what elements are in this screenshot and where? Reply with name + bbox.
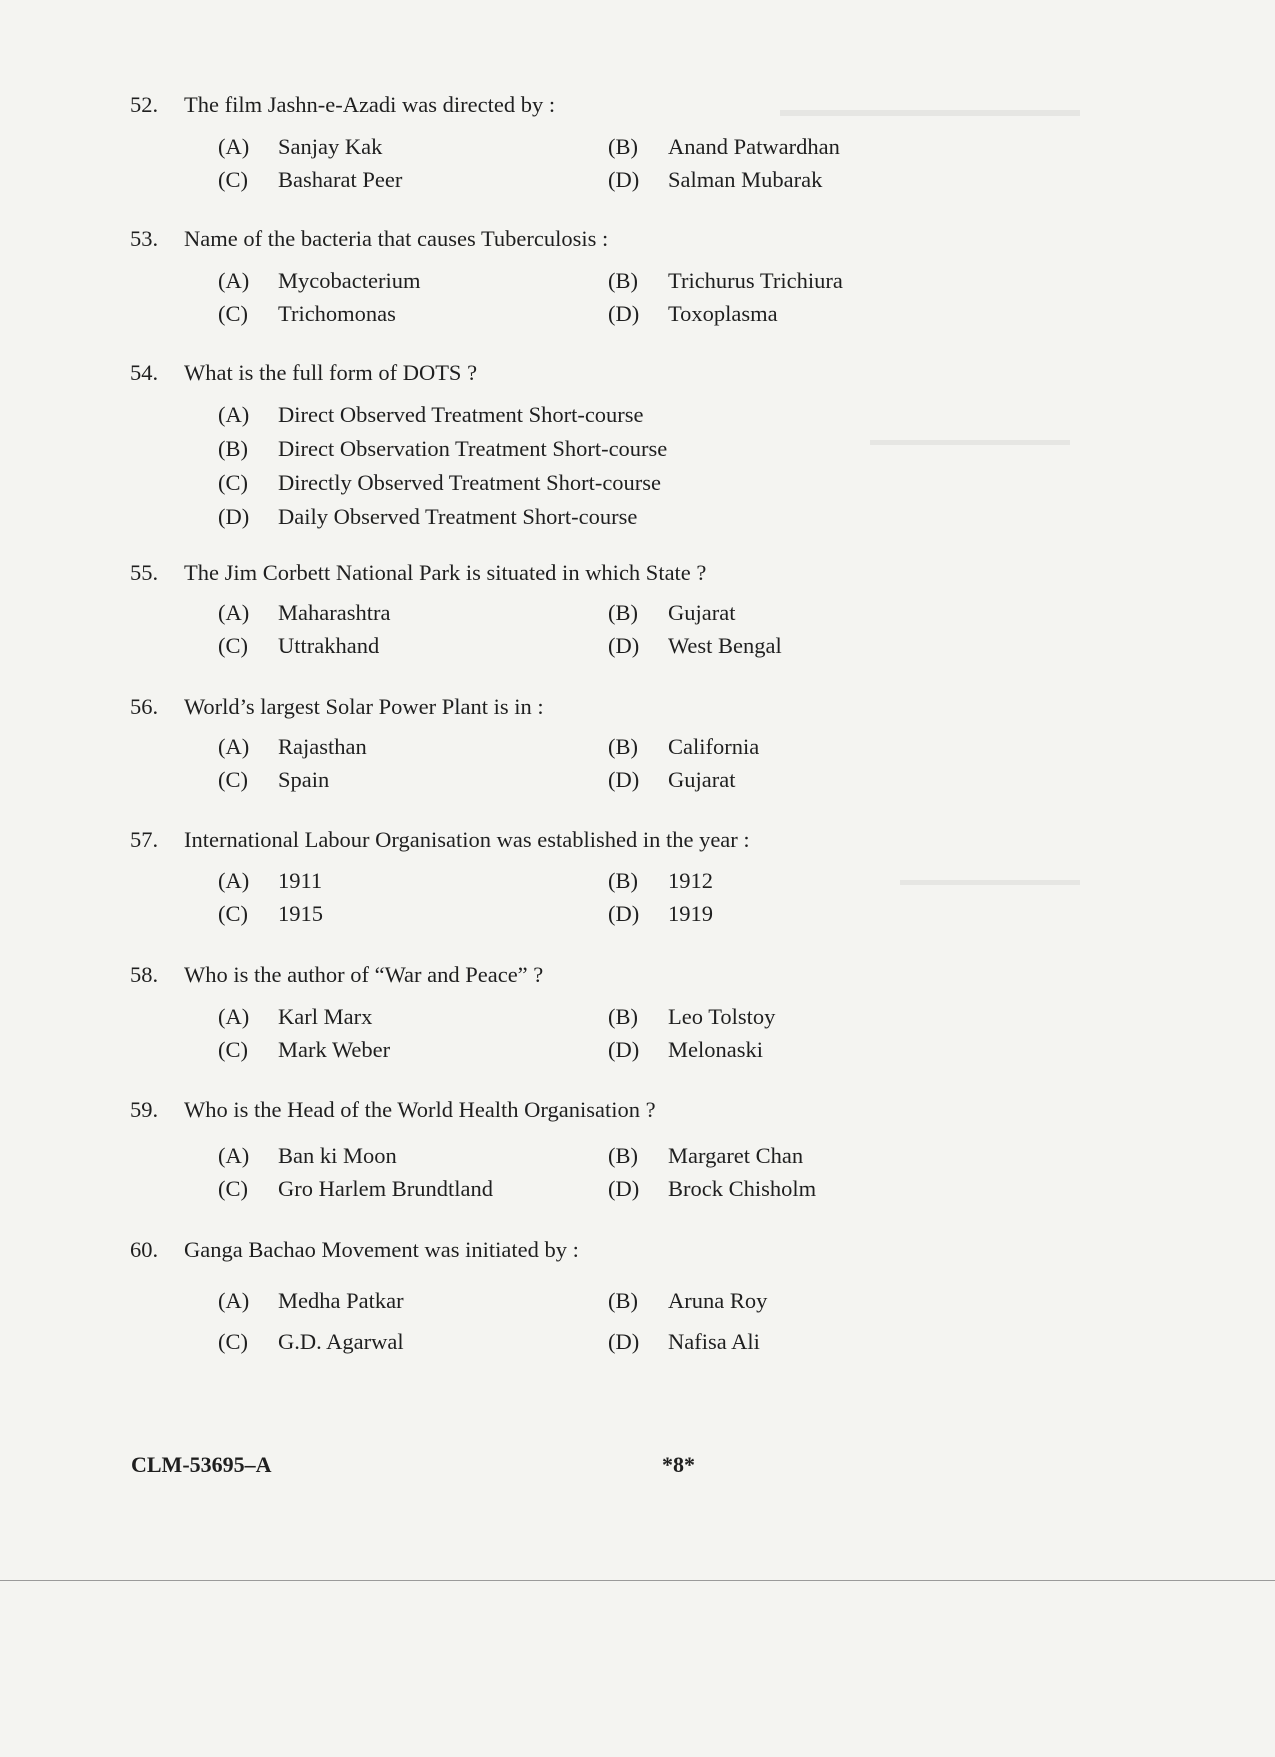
option-d [608, 301, 778, 327]
question-text: The Jim Corbett National Park is situated in which State ? [184, 560, 707, 585]
option-text: 1911 [278, 868, 323, 893]
option-text: 1919 [668, 901, 713, 926]
option-label: (D) [608, 1329, 640, 1354]
option-label: (A) [218, 1143, 250, 1168]
option-text: Salman Mubarak [668, 167, 823, 192]
option-label: (A) [218, 1004, 250, 1029]
question-stem [130, 1093, 1130, 1127]
question-59 [130, 1093, 1130, 1201]
option-d [218, 504, 637, 530]
option-b [608, 1143, 803, 1169]
option-text: Aruna Roy [668, 1288, 768, 1313]
bottom-rule [0, 1580, 1275, 1581]
option-text: Trichomonas [278, 301, 396, 326]
paper-code: CLM-53695–A [131, 1452, 272, 1477]
option-c [218, 1037, 390, 1063]
option-text: Brock Chisholm [668, 1176, 817, 1201]
question-number: 53. [130, 226, 159, 251]
option-text: Karl Marx [278, 1004, 373, 1029]
question-stem [130, 556, 1130, 590]
option-text: Mycobacterium [278, 268, 421, 293]
option-text: Uttrakhand [278, 633, 380, 658]
question-text: The film Jashn-e-Azadi was directed by : [184, 92, 556, 117]
option-d [608, 901, 713, 927]
option-text: Daily Observed Treatment Short-course [278, 504, 638, 529]
option-a [218, 868, 322, 894]
option-label: (D) [608, 633, 640, 658]
option-label: (B) [608, 868, 638, 893]
option-text: Melonaski [668, 1037, 763, 1062]
option-text: Basharat Peer [278, 167, 403, 192]
option-text: Anand Patwardhan [668, 134, 840, 159]
option-label: (A) [218, 134, 250, 159]
question-number: 59. [130, 1097, 159, 1122]
option-text: Gro Harlem Brundtland [278, 1176, 493, 1201]
option-text: Direct Observed Treatment Short-course [278, 402, 644, 427]
option-label: (B) [608, 600, 638, 625]
option-c [218, 470, 661, 496]
option-label: (D) [608, 1037, 640, 1062]
option-a [218, 734, 367, 760]
option-text: California [668, 734, 760, 759]
question-number: 58. [130, 962, 159, 987]
option-text: Ban ki Moon [278, 1143, 397, 1168]
option-label: (C) [218, 167, 248, 192]
option-label: (A) [218, 402, 250, 427]
option-text: Direct Observation Treatment Short-course [278, 436, 668, 461]
option-label: (A) [218, 1288, 250, 1313]
question-text: Ganga Bachao Movement was initiated by : [184, 1237, 579, 1262]
question-stem [130, 222, 1130, 256]
option-d [608, 633, 782, 659]
option-label: (D) [608, 901, 640, 926]
option-b [218, 436, 667, 462]
option-label: (A) [218, 868, 250, 893]
question-stem [130, 356, 1130, 390]
option-b [608, 868, 713, 894]
option-label: (D) [608, 1176, 640, 1201]
option-text: Spain [278, 767, 330, 792]
option-label: (B) [608, 134, 638, 159]
option-label: (C) [218, 1329, 248, 1354]
option-label: (C) [218, 470, 248, 495]
option-text: Maharashtra [278, 600, 391, 625]
option-label: (B) [608, 268, 638, 293]
bleed-through-mark [870, 440, 1070, 445]
question-stem [130, 690, 1130, 724]
question-text: World’s largest Solar Power Plant is in : [184, 694, 544, 719]
option-text: Rajasthan [278, 734, 367, 759]
option-label: (C) [218, 1176, 248, 1201]
option-c [218, 633, 379, 659]
option-c [218, 1329, 404, 1355]
option-d [608, 1037, 763, 1063]
option-a [218, 402, 644, 428]
question-55 [130, 556, 1130, 658]
option-a [218, 1143, 397, 1169]
option-text: Sanjay Kak [278, 134, 383, 159]
option-text: 1912 [668, 868, 713, 893]
option-a [218, 134, 382, 160]
option-label: (C) [218, 1037, 248, 1062]
option-text: Toxoplasma [668, 301, 778, 326]
option-c [218, 1176, 493, 1202]
option-d [608, 1176, 816, 1202]
option-text: Leo Tolstoy [668, 1004, 776, 1029]
option-label: (B) [218, 436, 248, 461]
option-b [608, 734, 759, 760]
question-57 [130, 823, 1130, 926]
question-number: 60. [130, 1237, 159, 1262]
question-54 [130, 356, 1130, 529]
option-b [608, 600, 735, 626]
option-b [608, 268, 843, 294]
option-text: Gujarat [668, 600, 736, 625]
option-label: (B) [608, 1143, 638, 1168]
question-58 [130, 958, 1130, 1062]
option-text: G.D. Agarwal [278, 1329, 404, 1354]
option-b [608, 1288, 767, 1314]
option-text: Mark Weber [278, 1037, 391, 1062]
option-d [608, 1329, 760, 1355]
option-a [218, 268, 420, 294]
option-text: Trichurus Trichiura [668, 268, 843, 293]
question-53 [130, 222, 1130, 326]
option-c [218, 901, 323, 927]
option-a [218, 1288, 404, 1314]
option-label: (B) [608, 1288, 638, 1313]
question-number: 55. [130, 560, 159, 585]
option-label: (C) [218, 901, 248, 926]
question-number: 57. [130, 827, 159, 852]
option-text: Margaret Chan [668, 1143, 804, 1168]
option-label: (A) [218, 268, 250, 293]
option-d [608, 167, 822, 193]
question-text: International Labour Organisation was established in the year : [184, 827, 750, 852]
option-c [218, 301, 396, 327]
option-label: (C) [218, 301, 248, 326]
option-label: (D) [608, 167, 640, 192]
question-number: 56. [130, 694, 159, 719]
question-60 [130, 1233, 1130, 1354]
option-label: (A) [218, 600, 250, 625]
option-d [608, 767, 735, 793]
option-label: (D) [608, 767, 640, 792]
page-number: *8* [662, 1452, 695, 1477]
option-text: West Bengal [668, 633, 782, 658]
option-label: (B) [608, 1004, 638, 1029]
option-label: (C) [218, 767, 248, 792]
option-label: (B) [608, 734, 638, 759]
question-stem [130, 88, 1130, 122]
question-text: What is the full form of DOTS ? [184, 360, 478, 385]
option-c [218, 767, 329, 793]
option-text: 1915 [278, 901, 323, 926]
option-a [218, 600, 390, 626]
option-label: (D) [218, 504, 250, 529]
question-number: 52. [130, 92, 159, 117]
question-stem [130, 958, 1130, 992]
question-number: 54. [130, 360, 159, 385]
question-56 [130, 690, 1130, 792]
option-c [218, 167, 402, 193]
option-text: Gujarat [668, 767, 736, 792]
option-text: Nafisa Ali [668, 1329, 760, 1354]
question-text: Who is the author of “War and Peace” ? [184, 962, 544, 987]
option-text: Medha Patkar [278, 1288, 404, 1313]
option-b [608, 1004, 775, 1030]
option-b [608, 134, 840, 160]
option-label: (D) [608, 301, 640, 326]
question-stem [130, 823, 1130, 857]
option-text: Directly Observed Treatment Short-course [278, 470, 662, 495]
option-a [218, 1004, 372, 1030]
question-stem [130, 1233, 1130, 1267]
bleed-through-mark [900, 880, 1080, 885]
option-label: (A) [218, 734, 250, 759]
question-52 [130, 88, 1130, 192]
option-label: (C) [218, 633, 248, 658]
question-text: Name of the bacteria that causes Tuberculosis : [184, 226, 609, 251]
question-text: Who is the Head of the World Health Organisation ? [184, 1097, 656, 1122]
